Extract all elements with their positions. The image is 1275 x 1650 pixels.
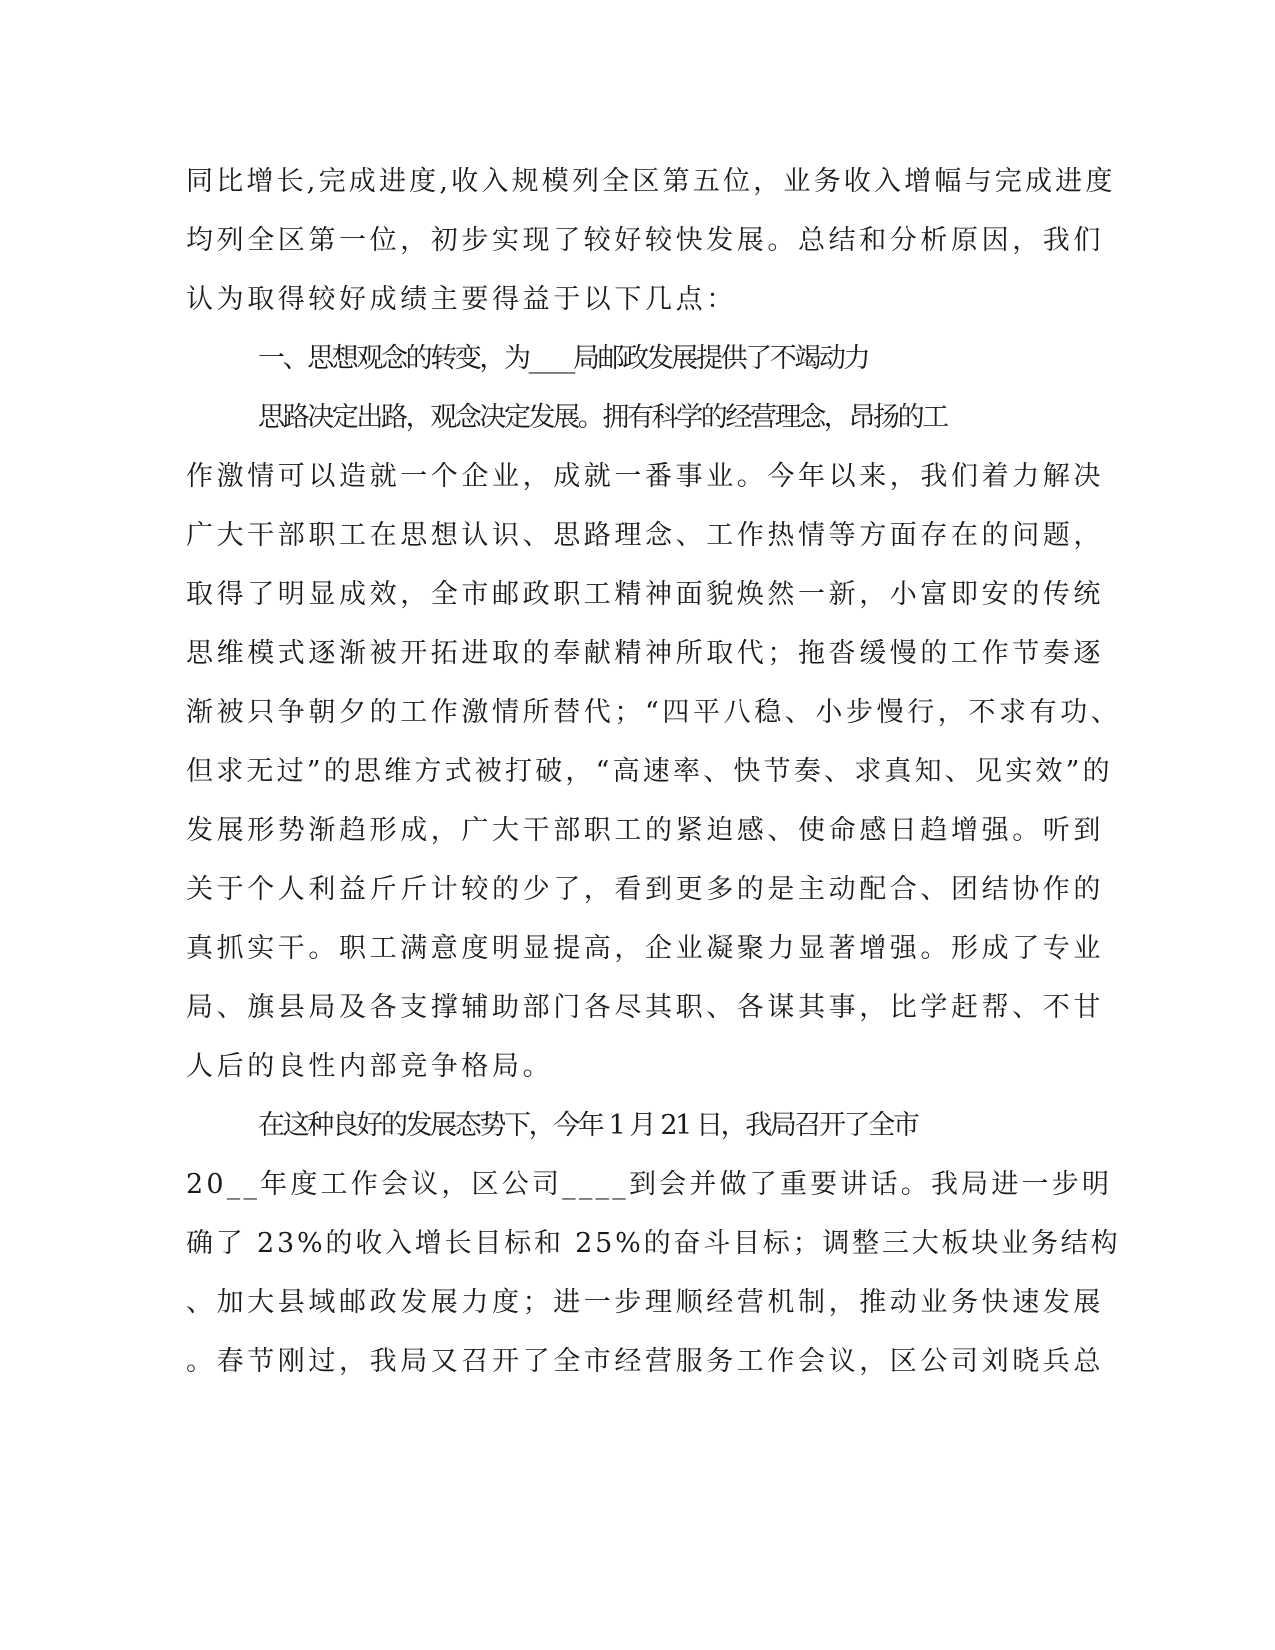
body-text-line: 。春节刚过，我局又召开了全市经营服务工作会议，区公司刘晓兵总 — [186, 1346, 1104, 1377]
body-text-line: 在这种良好的发展态势下，今年 1 月 21 日，我局召开了全市 — [258, 1110, 918, 1141]
body-text-line: 人后的良性内部竞争格局。 — [186, 1051, 554, 1082]
body-text-line: 局、旗县局及各支撑辅助部门各尽其职、各谋其事，比学赶帮、不甘 — [186, 992, 1104, 1023]
body-text-line: 但求无过”的思维方式被打破，“高速率、快节奏、求真知、见实效”的 — [186, 756, 1113, 787]
body-text-line: 取得了明显成效，全市邮政职工精神面貌焕然一新，小富即安的传统 — [186, 579, 1104, 610]
body-text-line: 思维模式逐渐被开拓进取的奉献精神所取代；拖沓缓慢的工作节奏逐 — [186, 638, 1104, 669]
body-text-line: 同比增长,完成进度,收入规模列全区第五位，业务收入增幅与完成进度 — [186, 166, 1116, 197]
body-text-line: 确了 23%的收入增长目标和 25%的奋斗目标；调整三大板块业务结构 — [186, 1228, 1121, 1259]
body-text-line: 20__年度工作会议，区公司____到会并做了重要讲话。我局进一步明 — [186, 1169, 1113, 1200]
body-text-line: 认为取得较好成绩主要得益于以下几点： — [186, 284, 737, 315]
body-text-line: 广大干部职工在思想认识、思路理念、工作热情等方面存在的问题， — [186, 520, 1104, 551]
body-text-line: 、加大县域邮政发展力度；进一步理顺经营机制，推动业务快速发展 — [186, 1287, 1104, 1318]
section-heading: 一、思想观念的转变，为____局邮政发展提供了不竭动力 — [258, 343, 869, 374]
body-text-line: 均列全区第一位，初步实现了较好较快发展。总结和分析原因，我们 — [186, 225, 1104, 256]
body-text-line: 思路决定出路，观念决定发展。拥有科学的经营理念，昂扬的工 — [258, 402, 947, 433]
body-text-line: 作激情可以造就一个企业，成就一番事业。今年以来，我们着力解决 — [186, 461, 1104, 492]
body-text-line: 发展形势渐趋形成，广大干部职工的紧迫感、使命感日趋增强。听到 — [186, 815, 1104, 846]
body-text-line: 渐被只争朝夕的工作激情所替代；“四平八稳、小步慢行，不求有功、 — [186, 697, 1122, 728]
body-text-line: 真抓实干。职工满意度明显提高，企业凝聚力显著增强。形成了专业 — [186, 933, 1104, 964]
body-text-line: 关于个人利益斤斤计较的少了，看到更多的是主动配合、团结协作的 — [186, 874, 1104, 905]
